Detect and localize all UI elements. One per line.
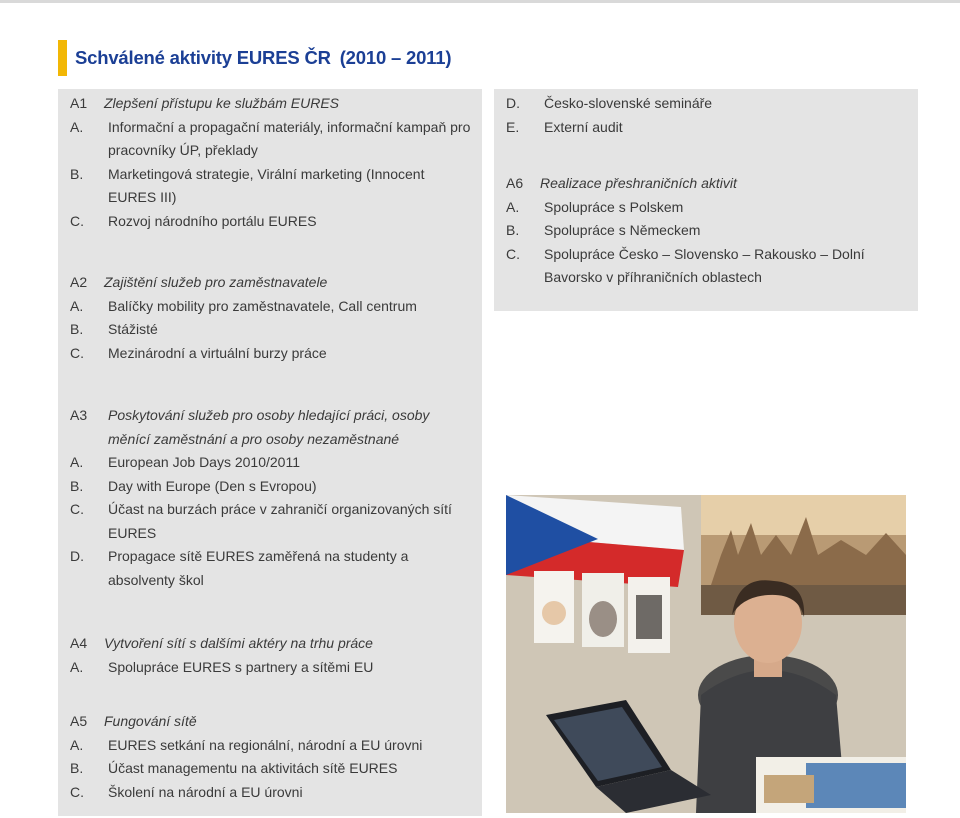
section-title: Poskytování služeb pro osoby hledající práci, osoby měnící zaměstnání a pro osoby nezaměstnané: [108, 407, 430, 447]
item-letter: A.: [506, 198, 520, 215]
top-rule: [0, 0, 960, 3]
item-text: Spolupráce s Polskem: [544, 198, 684, 215]
fair-booth-photo: [506, 495, 906, 813]
page-title: [75, 47, 451, 69]
right-panel: [494, 89, 918, 311]
section-a6-heading: [506, 172, 908, 196]
list-item: [506, 116, 908, 140]
item-letter: C.: [70, 344, 84, 361]
item-letter: B.: [70, 760, 84, 776]
item-letter: B.: [506, 222, 520, 238]
section-a4: [70, 632, 472, 679]
item-text: EURES setkání na regionální, národní a EU úrovni: [108, 736, 423, 753]
item-letter: E.: [506, 118, 520, 135]
item-letter: B.: [70, 321, 84, 337]
section-a1-continued: [506, 92, 908, 139]
item-letter: A.: [70, 297, 84, 314]
list-item: [70, 475, 472, 499]
section-code: A3: [70, 407, 88, 423]
list-item: [70, 451, 472, 475]
section-code: A5: [70, 713, 88, 729]
brochures-icon: [756, 757, 906, 813]
item-text: Účast na burzách práce v zahraničí organizovaných sítí EURES: [108, 501, 452, 541]
item-letter: D.: [70, 548, 84, 564]
title-years: (2010 – 2011): [339, 47, 452, 68]
title-text: Schválené aktivity EURES ČR: [75, 47, 331, 68]
title-accent-bar: [58, 40, 67, 76]
item-text: Propagace sítě EURES zaměřená na studenty a absolventy škol: [108, 548, 409, 588]
list-item: [70, 318, 472, 342]
item-text: Spolupráce s Německem: [544, 222, 701, 238]
list-item: [70, 210, 472, 234]
item-letter: C.: [70, 783, 84, 800]
item-letter: B.: [70, 477, 84, 494]
section-a6: [506, 172, 908, 290]
list-item: [70, 781, 472, 805]
section-code: A1: [70, 95, 88, 111]
item-text: Stážisté: [108, 321, 158, 337]
item-letter: A.: [70, 454, 84, 470]
list-item: [70, 656, 472, 680]
section-a5-heading: [70, 710, 472, 734]
item-text: Rozvoj národního portálu EURES: [108, 212, 317, 229]
item-text: Školení na národní a EU úrovni: [108, 783, 303, 800]
section-code: A2: [70, 274, 88, 290]
item-text: Informační a propagační materiály, informační kampaň pro pracovníky ÚP, překlady: [108, 118, 471, 158]
section-a4-heading: [70, 632, 472, 656]
section-code: A6: [506, 175, 524, 191]
item-text: Externí audit: [544, 118, 623, 135]
item-letter: C.: [506, 245, 520, 262]
section-a5: [70, 710, 472, 804]
list-item: [70, 498, 472, 545]
list-item: [70, 163, 472, 210]
list-item: [70, 116, 472, 163]
photo-illustration: [506, 495, 906, 813]
section-title: Realizace přeshraničních aktivit: [540, 175, 737, 191]
page-header: [58, 40, 451, 76]
item-letter: D.: [506, 95, 520, 111]
item-letter: C.: [70, 212, 84, 229]
item-letter: B.: [70, 165, 84, 182]
list-item: [506, 243, 908, 290]
item-letter: A.: [70, 658, 84, 675]
section-a3: [70, 404, 472, 592]
section-code: A4: [70, 635, 88, 651]
item-text: Day with Europe (Den s Evropou): [108, 477, 317, 494]
section-title: Fungování sítě: [104, 713, 197, 729]
poster-row-icon: [534, 571, 670, 653]
list-item: [70, 757, 472, 781]
section-a1-heading: [70, 92, 472, 116]
list-item: [70, 734, 472, 758]
item-text: Balíčky mobility pro zaměstnavatele, Call centrum: [108, 297, 417, 314]
item-text: European Job Days 2010/2011: [108, 454, 300, 470]
list-item: [506, 92, 908, 116]
item-text: Spolupráce Česko – Slovensko – Rakousko – Dolní Bavorsko v příhraničních oblastech: [544, 245, 865, 285]
item-text: Marketingová strategie, Virální marketing (Innocent EURES III): [108, 165, 425, 205]
list-item: [70, 545, 472, 592]
section-a3-heading: [70, 404, 472, 451]
list-item: [506, 196, 908, 220]
section-a1: [70, 92, 472, 233]
prague-poster-icon: [701, 495, 906, 615]
section-a2-heading: [70, 271, 472, 295]
list-item: [506, 219, 908, 243]
list-item: [70, 342, 472, 366]
section-title: Zlepšení přístupu ke službám EURES: [104, 95, 339, 111]
list-item: [70, 295, 472, 319]
section-title: Vytvoření sítí s dalšími aktéry na trhu práce: [104, 635, 373, 651]
item-text: Česko-slovenské semináře: [544, 95, 713, 111]
section-title: Zajištění služeb pro zaměstnavatele: [104, 274, 328, 290]
item-text: Spolupráce EURES s partnery a sítěmi EU: [108, 658, 374, 675]
item-text: Účast managementu na aktivitách sítě EURES: [108, 760, 398, 776]
item-text: Mezinárodní a virtuální burzy práce: [108, 344, 327, 361]
item-letter: C.: [70, 501, 84, 517]
section-a2: [70, 271, 472, 365]
item-letter: A.: [70, 736, 84, 753]
item-letter: A.: [70, 118, 84, 135]
left-panel: [58, 89, 482, 816]
